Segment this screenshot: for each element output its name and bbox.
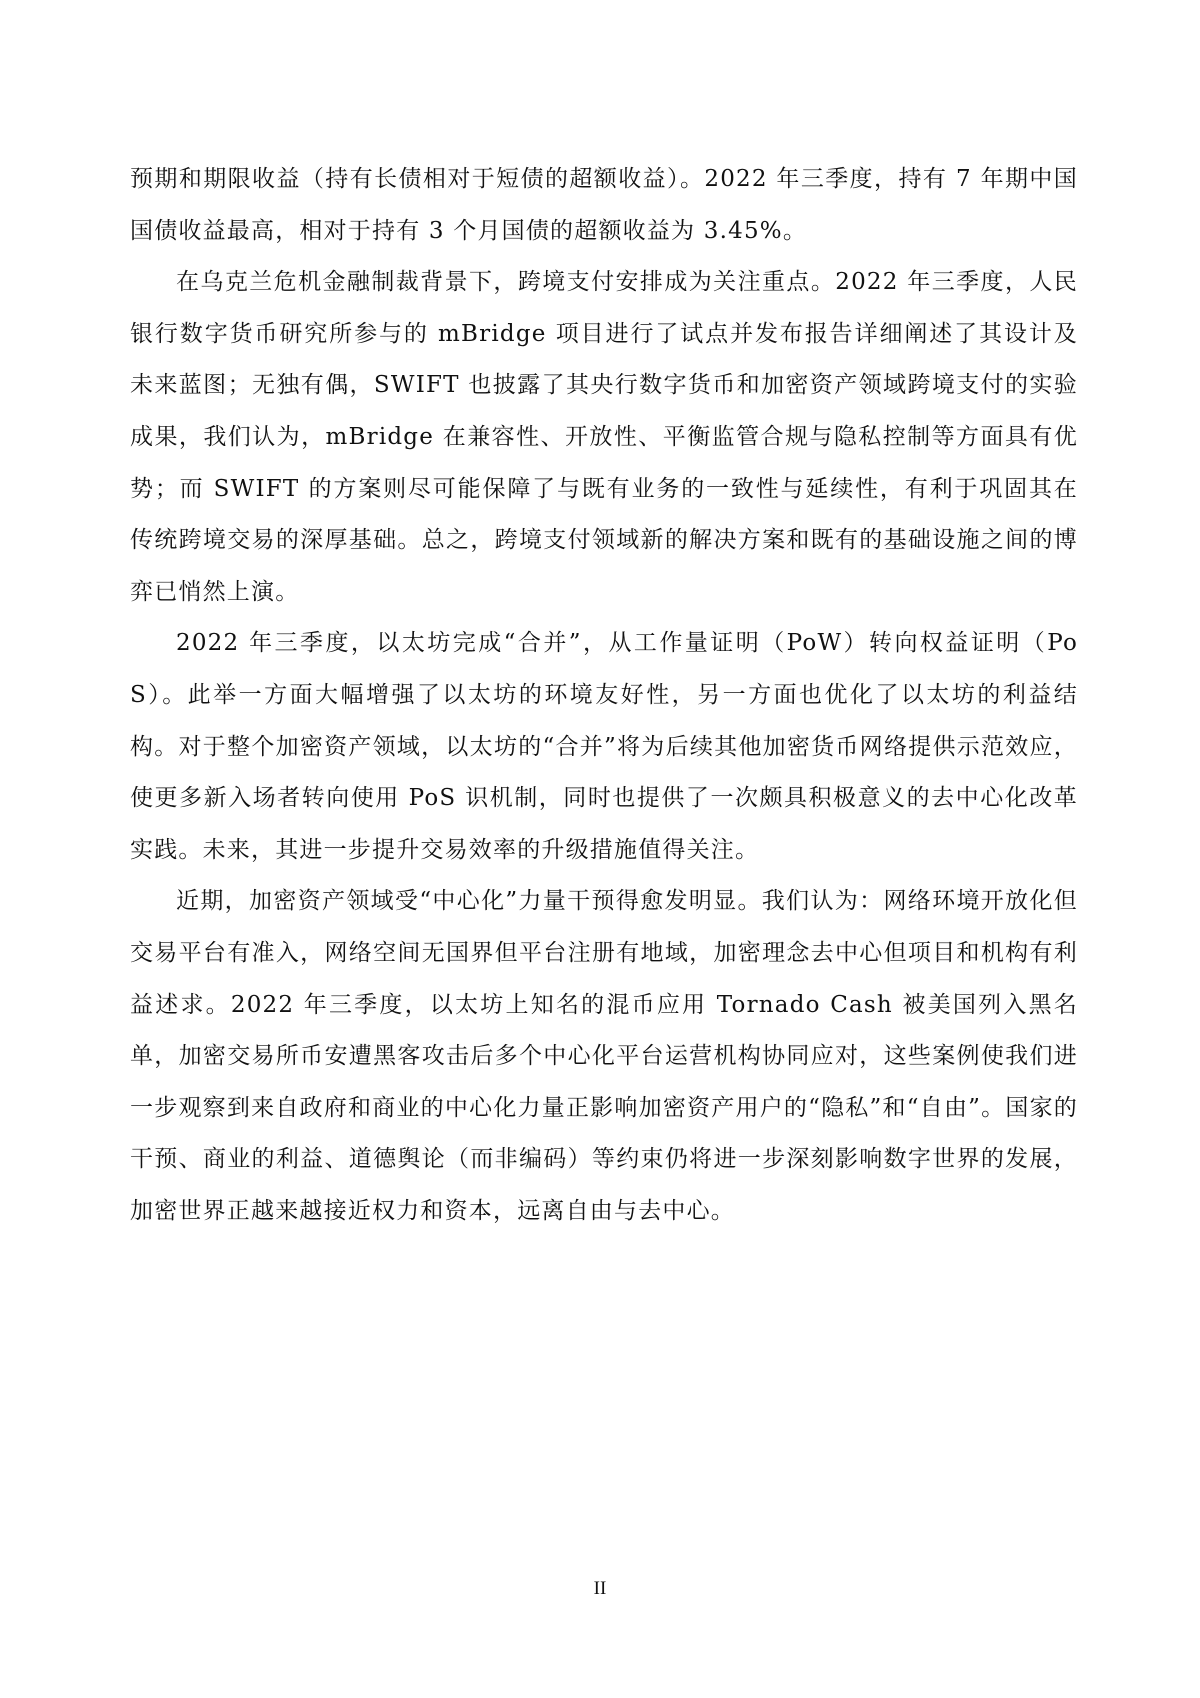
paragraph-centralization: 近期，加密资产领域受“中心化”力量干预得愈发明显。我们认为：网络环境开放化但交易平台有准入，网络空间无国界但平台注册有地域，加密理念去中心但项目和机构有利益述求。2022 年三季度，以太坊上知名的混币应用 Tornado Cash 被美国列入黑名单，加密交易所币安遭黑客攻击后多个中心化平台运营机构协同应对，这些案例使我们进一步观察到来自政府和商业的中心化力量正影响加密资产用户的“隐私”和“自由”。国家的干预、商业的利益、道德舆论（而非编码）等约束仍将进一步深刻影响数字世界的发展，加密世界正越来越接近权力和资本，远离自由与去中心。 <box>130 888 1078 1224</box>
document-body <box>130 154 1078 1237</box>
paragraph-cross-border-payment: 在乌克兰危机金融制裁背景下，跨境支付安排成为关注重点。2022 年三季度，人民银行数字货币研究所参与的 mBridge 项目进行了试点并发布报告详细阐述了其设计及未来蓝图；无独有偶，SWIFT 也披露了其央行数字货币和加密资产领域跨境支付的实验成果，我们认为，mBridge 在兼容性、开放性、平衡监管合规与隐私控制等方面具有优势；而 SWIFT 的方案则尽可能保障了与既有业务的一致性与延续性，有利于巩固其在传统跨境交易的深厚基础。总之，跨境支付领域新的解决方案和既有的基础设施之间的博弈已悄然上演。 <box>130 269 1078 605</box>
paragraph-term-yield: 预期和期限收益（持有长债相对于短债的超额收益）。2022 年三季度，持有 7 年期中国国债收益最高，相对于持有 3 个月国债的超额收益为 3.45%。 <box>130 166 1078 244</box>
paragraph-ethereum-merge: 2022 年三季度，以太坊完成“合并”，从工作量证明（PoW）转向权益证明（PoS）。此举一方面大幅增强了以太坊的环境友好性，另一方面也优化了以太坊的利益结构。对于整个加密资产领域，以太坊的“合并”将为后续其他加密货币网络提供示范效应，使更多新入场者转向使用 PoS 识机制，同时也提供了一次颇具积极意义的去中心化改革实践。未来，其进一步提升交易效率的升级措施值得关注。 <box>130 630 1078 863</box>
page-number: II <box>593 1578 607 1599</box>
